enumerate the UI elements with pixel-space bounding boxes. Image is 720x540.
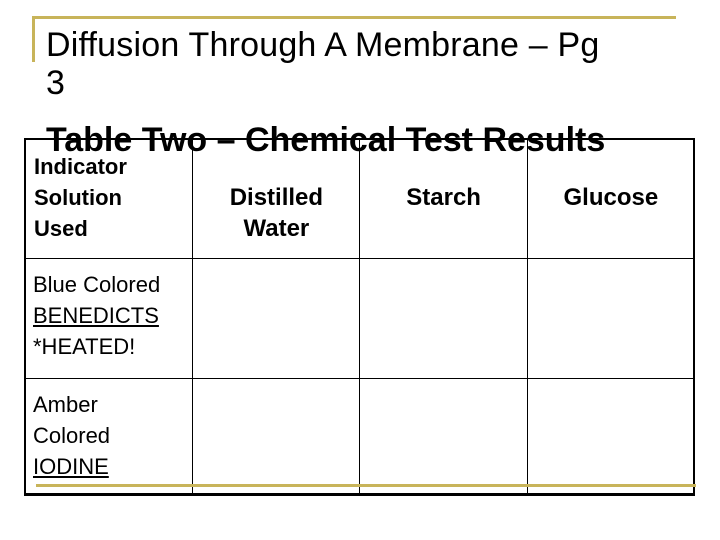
cell-iodine-distilled-water[interactable] — [193, 379, 360, 496]
table-subtitle: Table Two – Chemical Test Results — [46, 121, 606, 159]
row-label-line: Amber — [33, 392, 98, 417]
page-title — [46, 26, 686, 102]
cell-iodine-starch[interactable] — [360, 379, 527, 496]
decorative-left-line — [32, 16, 35, 62]
cell-benedicts-glucose[interactable] — [527, 259, 694, 379]
cell-benedicts-distilled-water[interactable] — [193, 259, 360, 379]
header-glucose-text: Glucose — [563, 184, 659, 211]
header-used-line: Used — [34, 216, 88, 241]
chemical-test-table — [24, 138, 695, 496]
header-water-line: Water — [243, 215, 310, 242]
title-line-1: Diffusion Through A Membrane – Pg — [46, 26, 600, 64]
row-label-iodine — [25, 379, 193, 496]
header-solution-line: Solution — [34, 185, 122, 210]
row-label-line: *HEATED! — [33, 334, 136, 359]
decorative-top-line — [32, 16, 676, 19]
cell-iodine-glucose[interactable] — [527, 379, 694, 496]
header-indicator-line: Indicator — [34, 154, 127, 179]
row-label-line: IODINE — [33, 454, 109, 479]
header-starch-text: Starch — [406, 184, 481, 211]
row-label-line: Colored — [33, 423, 111, 448]
row-label-benedicts — [25, 259, 193, 379]
header-distilled-line: Distilled — [229, 184, 324, 211]
row-label-line: Blue Colored — [33, 272, 161, 297]
title-line-2: 3 — [46, 64, 66, 102]
row-label-line: BENEDICTS — [33, 303, 159, 328]
table-row-benedicts — [25, 259, 695, 379]
cell-benedicts-starch[interactable] — [360, 259, 527, 379]
decorative-bottom-line — [36, 484, 696, 487]
table-row-iodine — [25, 379, 695, 496]
